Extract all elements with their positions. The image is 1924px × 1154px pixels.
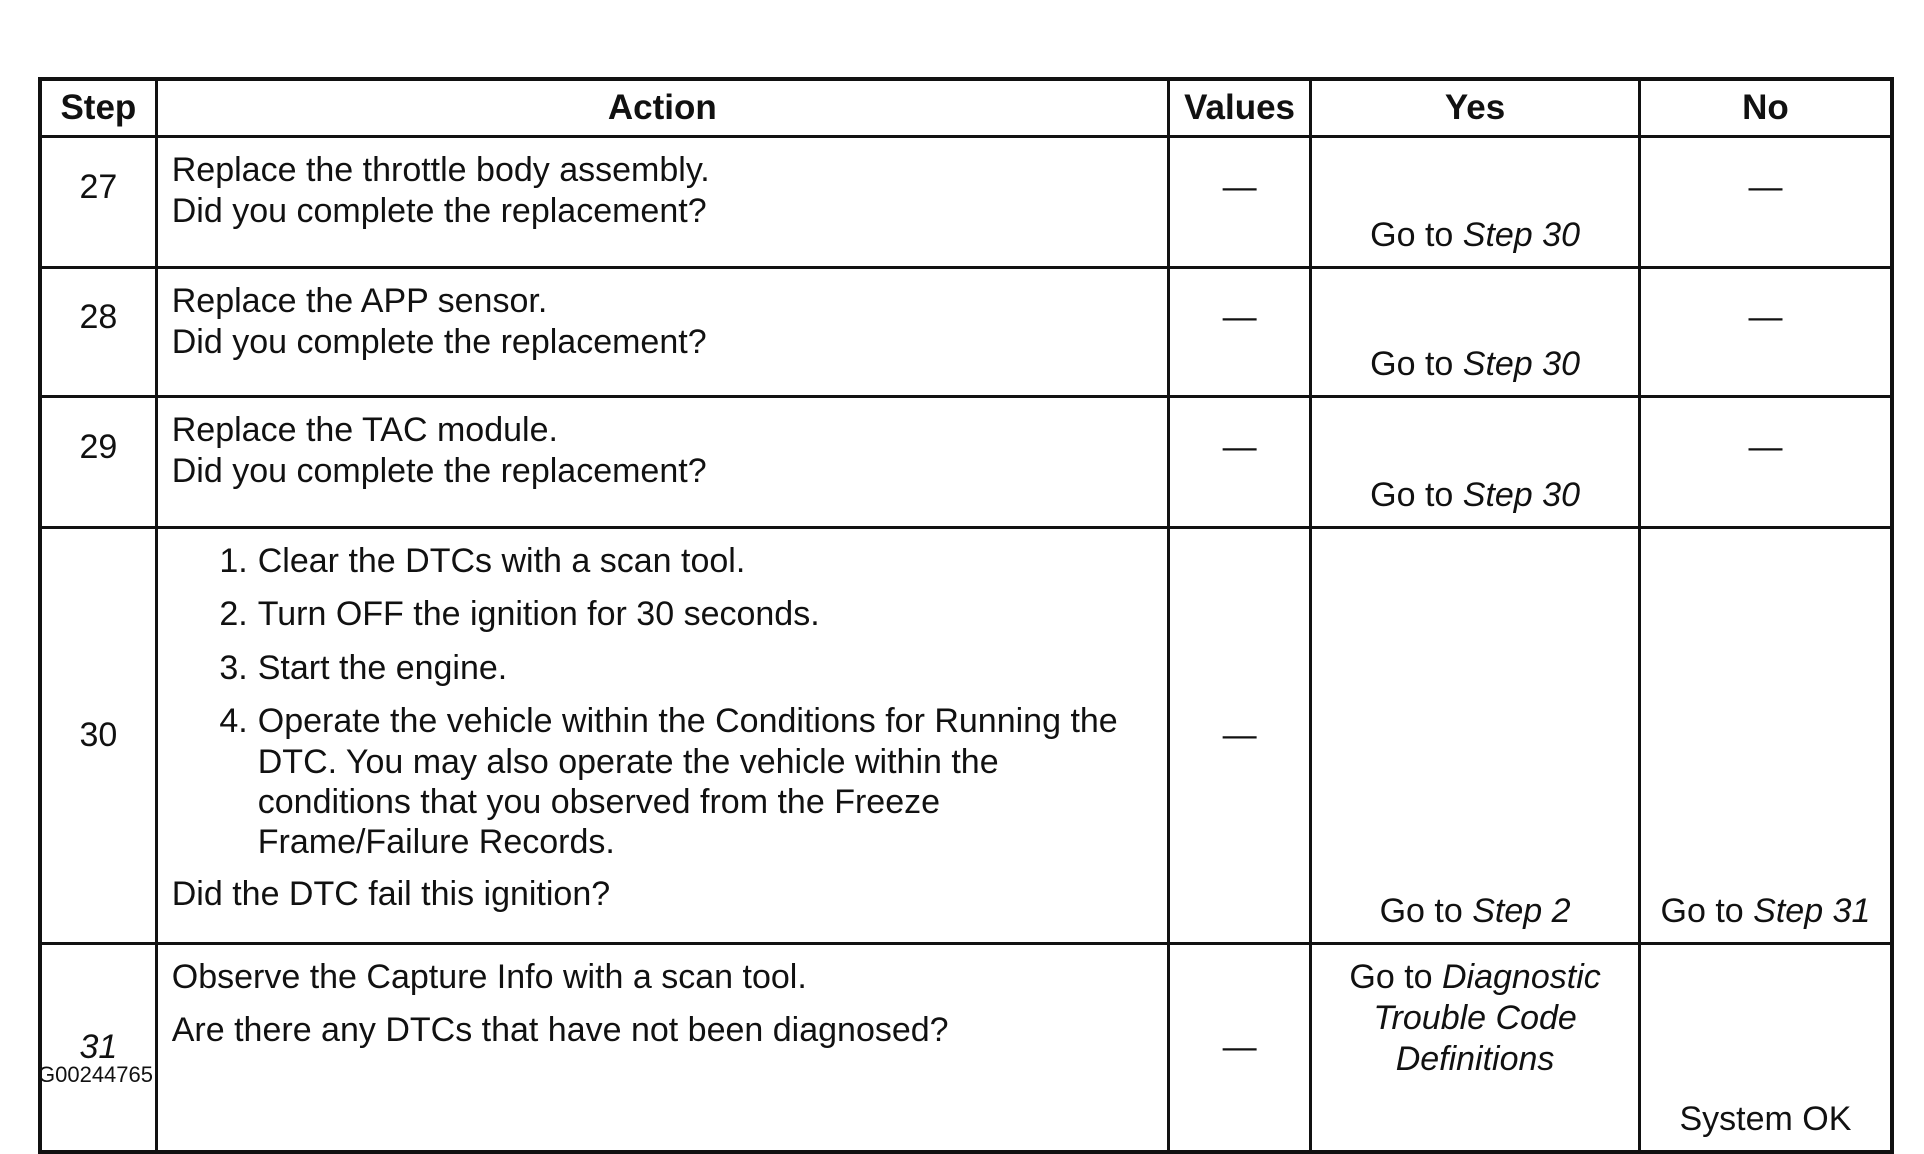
header-values: Values (1168, 79, 1310, 137)
action-line: Replace the TAC module. (171, 411, 558, 449)
action-question: Did you complete the replacement? (171, 323, 707, 362)
figure-id: G00244765 (38, 1062, 153, 1087)
yes-link[interactable]: Step 30 (1462, 475, 1580, 514)
action-cell (156, 528, 1168, 944)
header-action: Action (156, 79, 1168, 137)
step-number: 28 (40, 268, 156, 397)
yes-link[interactable]: Step 2 (1472, 891, 1571, 930)
action-question: Did you complete the replacement? (171, 452, 707, 491)
action-steps-list (172, 541, 1153, 862)
no-cell (1639, 528, 1892, 944)
step-number: 30 (40, 528, 156, 944)
yes-link[interactable]: Step 30 (1462, 215, 1580, 254)
action-line: Observe the Capture Info with a scan tool. (171, 958, 807, 996)
action-line: Replace the throttle body assembly. (171, 151, 710, 189)
action-question: Did the DTC fail this ignition? (171, 874, 611, 913)
yes-cell (1311, 268, 1640, 397)
table-row (40, 137, 1892, 268)
table-row (40, 528, 1892, 944)
no-cell: — (1639, 137, 1892, 268)
no-cell (1639, 944, 1892, 1153)
action-line: Replace the APP sensor. (171, 282, 548, 320)
values-cell: — (1168, 944, 1310, 1153)
yes-prefix: Go to (1370, 215, 1463, 254)
action-question: Did you complete the replacement? (171, 192, 707, 231)
table-row (40, 397, 1892, 528)
no-result: System OK (1679, 1099, 1852, 1138)
yes-prefix: Go to (1349, 958, 1442, 996)
no-cell: — (1639, 397, 1892, 528)
header-yes: Yes (1311, 79, 1640, 137)
header-no: No (1639, 79, 1892, 137)
list-item: 3. Start the engine. (219, 648, 508, 687)
yes-prefix: Go to (1379, 891, 1473, 930)
yes-cell (1311, 528, 1640, 944)
yes-prefix: Go to (1370, 475, 1463, 514)
no-link[interactable]: Step 31 (1753, 891, 1871, 930)
no-cell: — (1639, 268, 1892, 397)
header-step: Step (40, 79, 156, 137)
yes-link[interactable]: Diagnostic Trouble Code Definitions (1373, 958, 1601, 1078)
table-row (40, 944, 1892, 1153)
action-cell (156, 137, 1168, 268)
values-cell: — (1168, 137, 1310, 268)
no-prefix: Go to (1660, 891, 1754, 930)
yes-cell (1311, 944, 1640, 1153)
action-question: Are there any DTCs that have not been diagnosed? (171, 1011, 949, 1050)
values-cell: — (1168, 528, 1310, 944)
values-cell: — (1168, 268, 1310, 397)
header-row (40, 79, 1892, 137)
list-item: 1. Clear the DTCs with a scan tool. (219, 542, 746, 580)
step-number: 27 (40, 137, 156, 268)
yes-cell (1311, 397, 1640, 528)
yes-prefix: Go to (1370, 344, 1463, 383)
table-row (40, 268, 1892, 397)
yes-cell (1311, 137, 1640, 268)
step-number: 31 (40, 944, 156, 1153)
action-cell (156, 268, 1168, 397)
values-cell: — (1168, 397, 1310, 528)
action-cell (156, 944, 1168, 1153)
list-item: 2. Turn OFF the ignition for 30 seconds. (219, 595, 820, 634)
step-number: 29 (40, 397, 156, 528)
yes-link[interactable]: Step 30 (1462, 344, 1580, 383)
diagnostic-table (38, 77, 1894, 1154)
list-item: 4. Operate the vehicle within the Conditions for Running the DTC. You may also operate the vehicle within the conditions that you observed from the Freeze Frame/Failure Records. (219, 702, 1118, 861)
action-cell (156, 397, 1168, 528)
